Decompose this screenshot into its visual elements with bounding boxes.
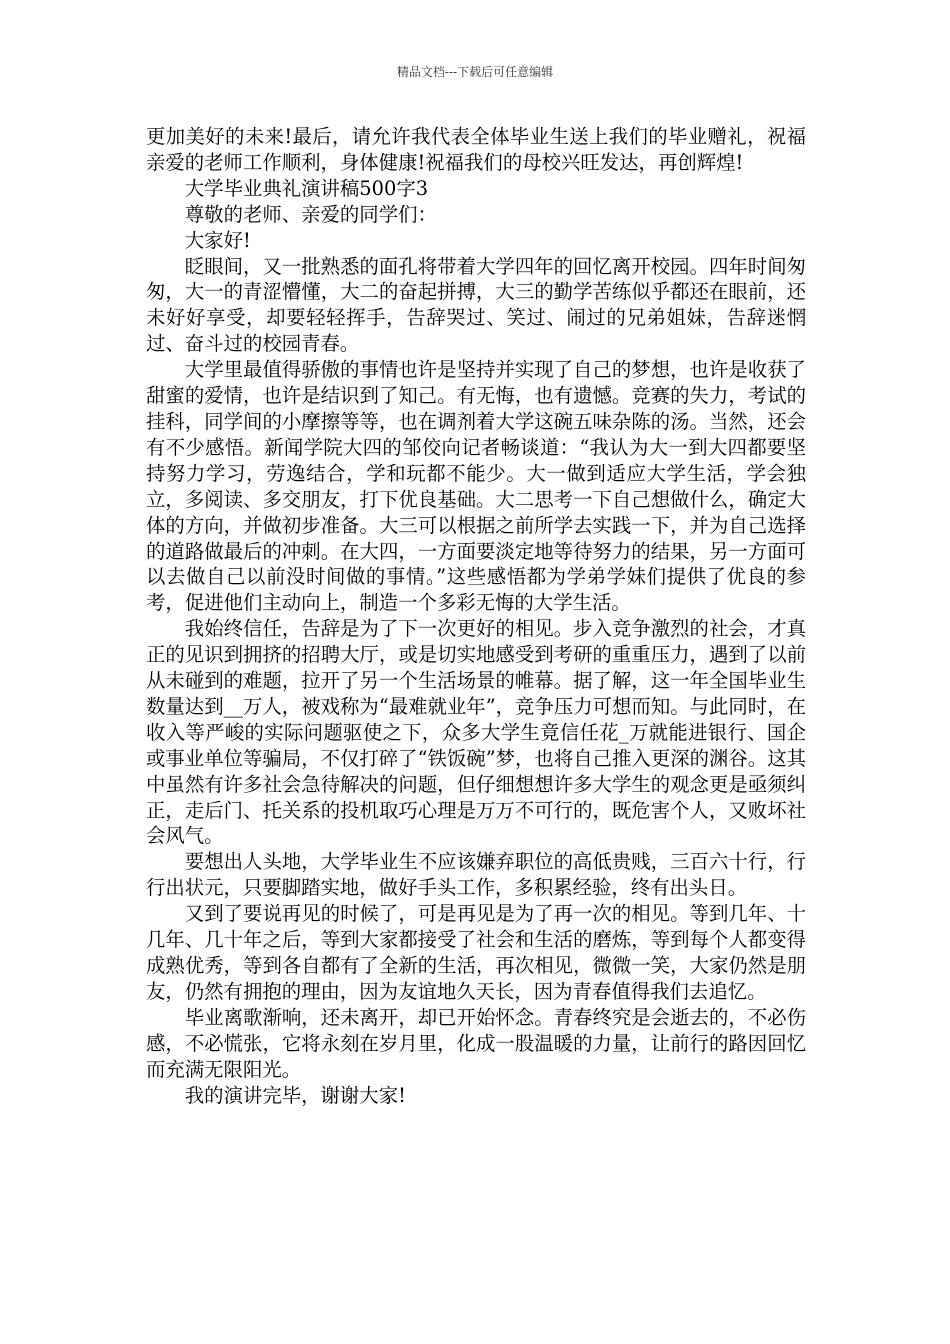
speech-title: 大学毕业典礼演讲稿500字3 [184, 176, 429, 200]
paragraph: 又到了要说再见的时候了，可是再见是为了再一次的相见。等到几年、十几年、几十年之后，等到大家都接受了社会和生活的磨炼，等到每个人都变得成熟优秀，等到各自都有了全新的生活，再次相见，微微一笑，大家仍然是朋友，仍然有拥抱的理由，因为友谊地久天长，因为青春值得我们去追忆。 [146, 902, 806, 1003]
paragraph: 我始终信任，告辞是为了下一次更好的相见。步入竞争激烈的社会，才真正的见识到拥挤的招聘大厅，或是切实地感受到考研的重重压力，遇到了以前从未碰到的难题，拉开了另一个生活场景的帷幕。据了解，这一年全国毕业生数量达到__万人，被戏称为“最难就业年”，竞争压力可想而知。与此同时，在收入等严峻的实际问题驱使之下，众多大学生竟信任花_万就能进银行、国企或事业单位等骗局，不仅打碎了“铁饭碗”梦，也将自己推入更深的渊谷。这其中虽然有许多社会急待解决的问题，但仔细想想许多大学生的观念更是亟须纠正，走后门、托关系的投机取巧心理是万万不可行的，既危害个人，又败坏社会风气。 [146, 617, 806, 848]
closing-line: 我的演讲完毕，谢谢大家! [184, 1083, 406, 1107]
paragraph-continuation: 更加美好的未来!最后，请允许我代表全体毕业生送上我们的毕业赠礼，祝福亲爱的老师工作顺利，身体健康!祝福我们的母校兴旺发达，再创辉煌! [146, 125, 806, 174]
paragraph: 要想出人头地，大学毕业生不应该嫌弃职位的高低贵贱，三百六十行，行行出状元，只要脚踏实地，做好手头工作，多积累经验，终有出头日。 [146, 850, 806, 900]
paragraph: 毕业离歌渐响，还未离开，却已开始怀念。青春终究是会逝去的，不必伤感，不必慌张，它将永刻在岁月里，化成一股温暖的力量，让前行的路因回忆而充满无限阳光。 [146, 1005, 806, 1081]
paragraph: 眨眼间，又一批熟悉的面孔将带着大学四年的回忆离开校园。四年时间匆匆，大一的青涩懵懂，大二的奋起拼搏，大三的勤学苦练似乎都还在眼前，还未好好享受，却要轻轻挥手，告辞哭过、笑过、闹过的兄弟姐妹，告辞迷惘过、奋斗过的校园青春。 [146, 254, 806, 356]
salutation: 尊敬的老师、亲爱的同学们： [184, 202, 437, 226]
page-header: 精品文档---下载后可任意编辑 [396, 65, 554, 79]
paragraph: 大学里最值得骄傲的事情也许是坚持并实现了自己的梦想，也许是收获了甜蜜的爱情，也许是结识到了知己。有无悔，也有遗憾。竞赛的失力，考试的挂科，同学间的小摩擦等等，也在调剂着大学这碗五味杂陈的汤。当然，还会有不少感悟。新闻学院大四的邹佼向记者畅谈道：“我认为大一到大四都要坚持努力学习，劳逸结合，学和玩都不能少。大一做到适应大学生活，学会独立，多阅读、多交朋友，打下优良基础。大二思考一下自己想做什么，确定大体的方向，并做初步准备。大三可以根据之前所学去实践一下，并为自己选择的道路做最后的冲刺。在大四，一方面要淡定地等待努力的结果，另一方面可以去做自己以前没时间做的事情。”这些感悟都为学弟学妹们提供了优良的参考，促进他们主动向上，制造一个多彩无悔的大学生活。 [146, 358, 806, 615]
document-body [146, 124, 806, 1108]
greeting: 大家好! [184, 228, 251, 252]
